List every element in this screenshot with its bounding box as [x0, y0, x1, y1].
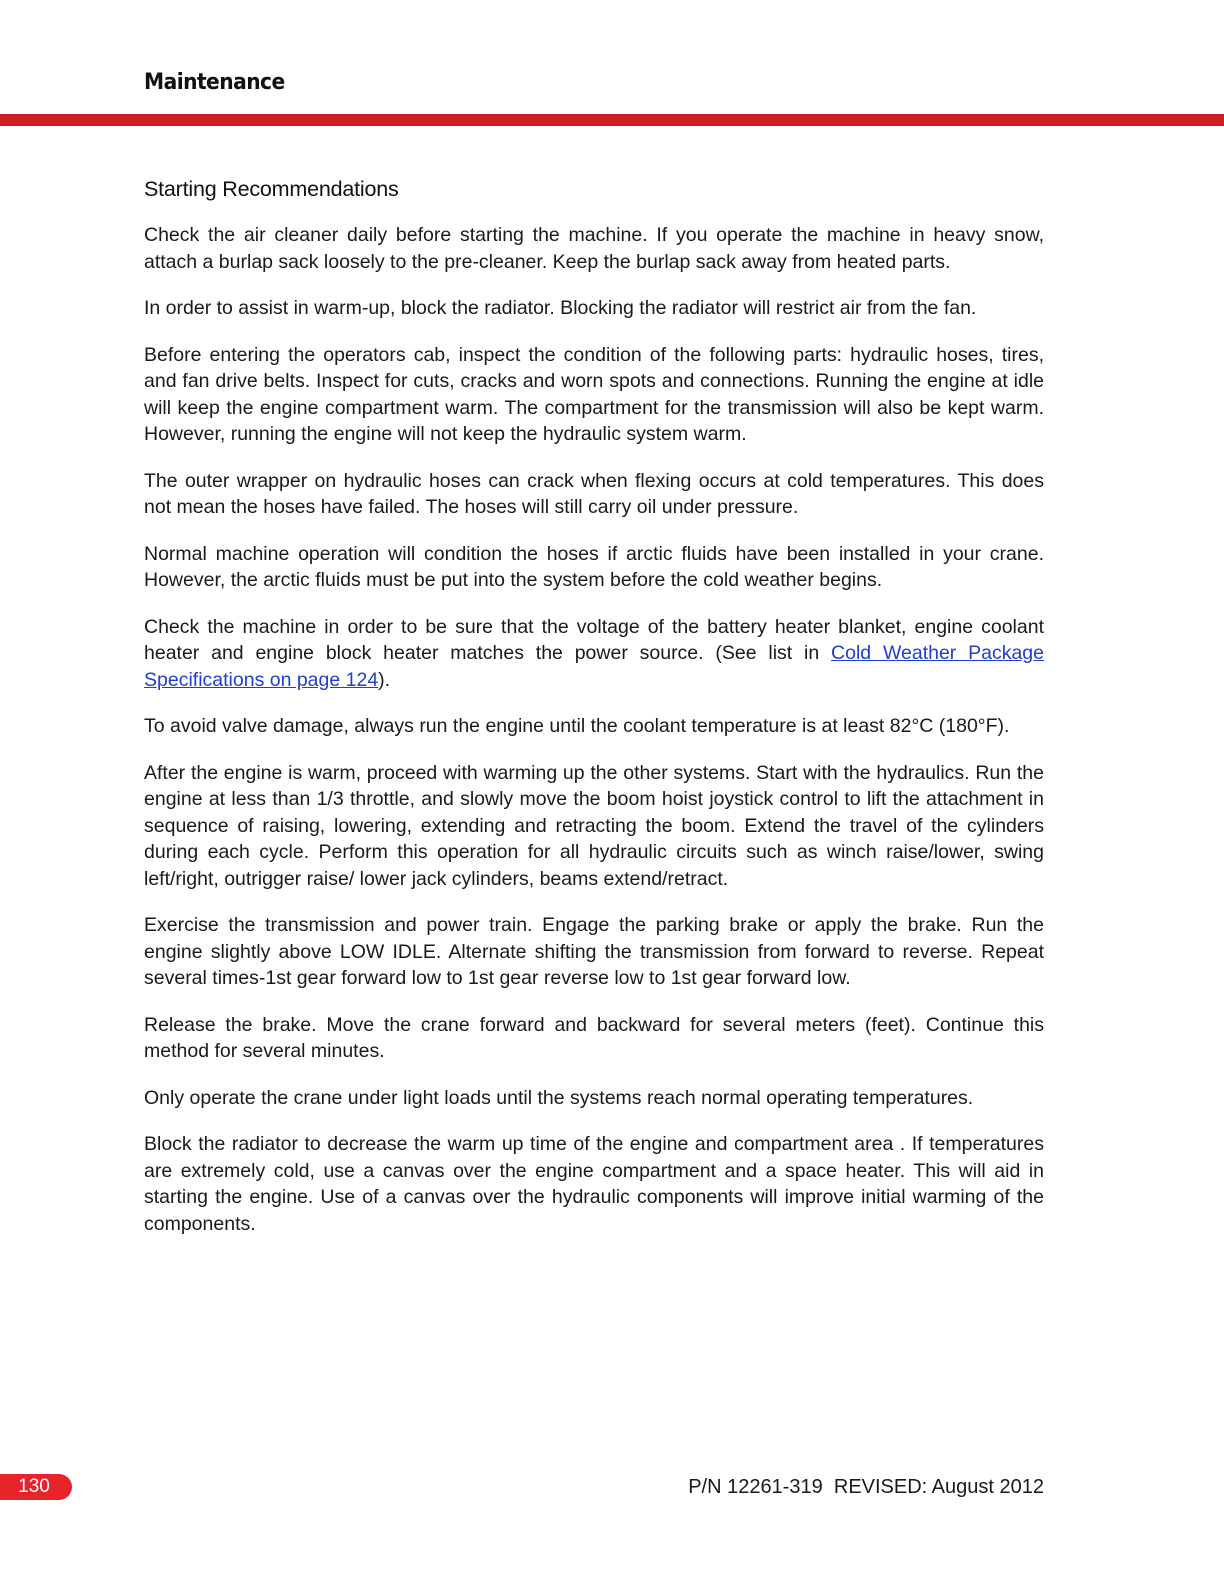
paragraph-hose-wrapper: The outer wrapper on hydraulic hoses can crack when flexing occurs at cold temperatures. This does not mean the hoses have failed. The hoses will still carry oil under pressure. — [144, 469, 1044, 518]
paragraph-voltage-check — [144, 614, 1044, 694]
paragraph-light-loads: Only operate the crane under light loads until the systems reach normal operating temperatures. — [144, 1086, 974, 1109]
page-content — [144, 177, 1044, 1257]
document-revision: P/N 12261-319 REVISED: August 2012 — [688, 1476, 1044, 1498]
voltage-text-before: Check the machine in order to be sure that the voltage of the battery heater blanket, engine coolant heater and engine block heater matches the power source. (See list in — [144, 615, 1044, 664]
section-title: Maintenance — [144, 70, 285, 95]
paragraph-transmission: Exercise the transmission and power train. Engage the parking brake or apply the brake. Run the engine slightly above LOW IDLE. Alternate shifting the transmission from forward to reverse. Repeat several times-1st gear forward low to 1st gear reverse low to 1st gear forward low. — [144, 914, 1044, 989]
paragraph-inspect-parts: Before entering the operators cab, inspect the condition of the following parts: hydraulic hoses, tires, and fan drive belts. Inspect for cuts, cracks and worn spots and connections. Running the engine at idle will keep the engine compartment warm. The compartment for the transmission will also be kept warm. However, running the engine will not keep the hydraulic system warm. — [144, 343, 1044, 445]
cold-weather-specs-link[interactable]: Cold Weather Package Specifications on page 124 — [144, 642, 1044, 691]
paragraph-warm-systems: After the engine is warm, proceed with warming up the other systems. Start with the hydraulics. Run the engine at less than 1/3 throttle, and slowly move the boom hoist joystick control to lift the attachment in sequence of raising, lowering, extending and retracting the boom. Extend the travel of the cylinders during each cycle. Perform this operation for all hydraulic circuits such as winch raise/lower, swing left/right, outrigger raise/ lower jack cylinders, beams extend/retract. — [144, 761, 1044, 890]
page-number-badge: 130 — [0, 1474, 72, 1500]
voltage-text-after: ). — [378, 668, 391, 691]
paragraph-block-radiator: In order to assist in warm-up, block the radiator. Blocking the radiator will restrict air from the fan. — [144, 297, 977, 319]
paragraph-arctic-fluids: Normal machine operation will condition the hoses if arctic fluids have been installed in your crane. However, the arctic fluids must be put into the system before the cold weather begins. — [144, 542, 1044, 591]
page-heading: Starting Recommendations — [144, 177, 399, 201]
header-divider — [0, 114, 1224, 126]
paragraph-canvas-heater: Block the radiator to decrease the warm up time of the engine and compartment area . If temperatures are extremely cold, use a canvas over the engine compartment and a space heater. This will aid in starting the engine. Use of a canvas over the hydraulic components will improve initial warming of the components. — [144, 1133, 1044, 1235]
paragraph-air-cleaner: Check the air cleaner daily before starting the machine. If you operate the machine in heavy snow, attach a burlap sack loosely to the pre-cleaner. Keep the burlap sack away from heated parts. — [144, 224, 1044, 273]
paragraph-coolant-temp: To avoid valve damage, always run the engine until the coolant temperature is at least 82°C (180°F). — [144, 715, 1010, 737]
paragraph-release-brake: Release the brake. Move the crane forward and backward for several meters (feet). Continue this method for several minutes. — [144, 1013, 1044, 1062]
